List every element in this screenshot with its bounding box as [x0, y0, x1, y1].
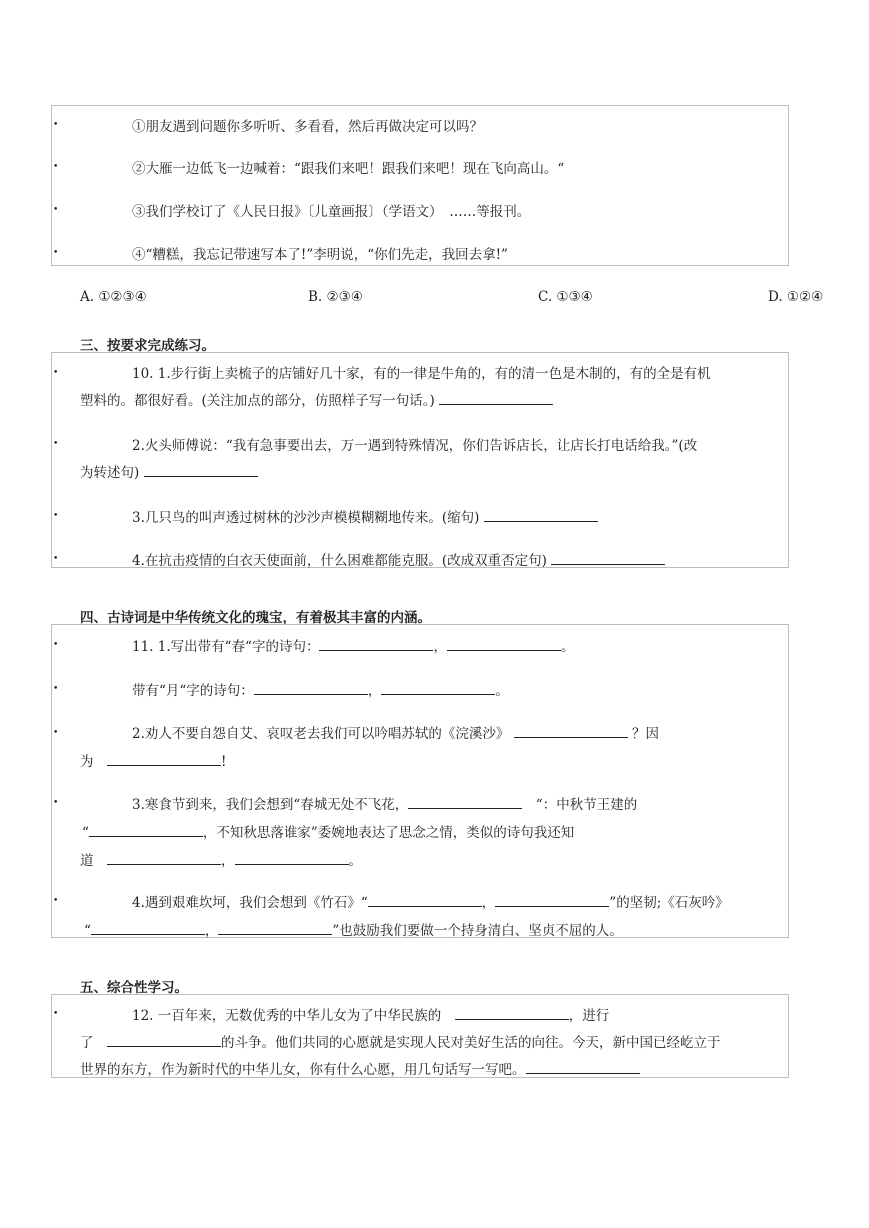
q11-1b-label: 带有“月“字的诗句：	[132, 683, 254, 699]
q11-4-blank-3[interactable]	[91, 920, 205, 935]
section5-heading: 五、综合性学习。	[80, 980, 188, 996]
bullet-icon: •	[53, 684, 59, 694]
q11-2-label-b: 为	[80, 754, 94, 770]
q11-3-blank-4[interactable]	[235, 850, 349, 865]
q11-3-label-c: 道	[80, 853, 94, 869]
comma: ，	[367, 683, 382, 699]
q11-4-label: 4.遇到艰难坎坷，我们会想到《竹石》“	[132, 895, 368, 911]
q12-blank-2[interactable]	[107, 1032, 221, 1047]
q11-3-blank-1[interactable]	[408, 794, 522, 809]
q11-4-line-2	[84, 919, 623, 939]
q11-1-blank-1[interactable]	[319, 636, 433, 651]
bullet-icon: •	[53, 248, 59, 258]
q12-label-c: 世界的东方，作为新时代的中华儿女，你有什么心愿，用几句话写一写吧。	[80, 1062, 526, 1078]
q12-line-3	[80, 1058, 640, 1078]
q11-1-label: 11. 1.写出带有“春“字的诗句：	[132, 639, 320, 655]
comma: ，	[221, 853, 235, 869]
q10-1-text-cont	[80, 389, 553, 409]
option-c[interactable]: C. ①③④	[538, 289, 593, 305]
q11-2-line-2	[80, 750, 226, 770]
comma: ，	[481, 895, 496, 911]
q12-label-end: ，进行	[568, 1008, 610, 1024]
option-d[interactable]: D. ①②④	[768, 289, 824, 305]
q9-item-1: ①朋友遇到问题你多听听、多看看，然后再做决定可以吗？	[132, 119, 483, 135]
q9-box	[51, 105, 789, 266]
q12-label-b: 的斗争。他们共同的心愿就是实现人民对美好生活的向往。今天，新中国已经屹立于	[221, 1035, 721, 1051]
q11-4-blank-2[interactable]	[495, 892, 609, 907]
bullet-icon: •	[53, 554, 59, 564]
section5-box	[51, 994, 789, 1078]
q10-3-text	[132, 506, 598, 526]
q11-3-label-b: ，不知秋思落谁家”委婉地表达了思念之情，类似的诗句我还知	[202, 825, 575, 841]
bullet-icon: •	[53, 511, 59, 521]
q9-item-3: ③我们学校订了《人民日报》〔儿童画报〕（学语文） ……等报刊。	[132, 204, 531, 220]
q11-4-blank-4[interactable]	[218, 920, 332, 935]
q12-blank-1[interactable]	[455, 1005, 569, 1020]
q11-3-line-2	[82, 821, 574, 841]
bullet-icon: •	[53, 1009, 59, 1019]
option-a[interactable]: A. ①②③④	[80, 289, 147, 305]
q11-4-quote: “	[84, 923, 91, 939]
q11-2-label-b-end: !	[221, 754, 227, 770]
comma: ，	[204, 923, 219, 939]
q11-1b-blank-1[interactable]	[254, 680, 368, 695]
q10-1-text-2: 塑料的。都很好看。(关注加点的部分，仿照样子写一句话。)	[80, 393, 435, 409]
q10-2-text-cont	[80, 461, 258, 481]
q11-3-blank-2[interactable]	[89, 822, 203, 837]
bullet-icon: •	[53, 368, 59, 378]
option-b[interactable]: B. ②③④	[308, 289, 363, 305]
q11-1b-blank-2[interactable]	[381, 680, 495, 695]
q11-2-label: 2.劝人不要自怨自艾、哀叹老去我们可以吟唱苏轼的《浣溪沙》	[132, 726, 510, 742]
q10-2-text-2: 为转述句)	[80, 465, 140, 481]
period: 。	[560, 639, 575, 655]
q11-4-line	[132, 891, 729, 911]
q10-4-label: 4.在抗击疫情的白衣天使面前，什么困难都能克服。(改成双重否定句)	[132, 553, 547, 569]
q12-line	[132, 1004, 609, 1024]
q10-3-answer-blank[interactable]	[484, 507, 598, 522]
bullet-icon: •	[53, 798, 59, 808]
q10-3-label: 3.几只鸟的叫声透过树林的沙沙声模模糊糊地传来。(缩句)	[132, 510, 480, 526]
q11-3-line	[132, 793, 637, 813]
q10-1-text: 10. 1.步行街上卖梳子的店铺好几十家，有的一律是牛角的，有的清一色是木制的，有的全是有机	[132, 366, 711, 382]
q11-2-line	[132, 722, 659, 742]
q11-4-label-end: ”的坚韧;《石灰吟》	[609, 895, 729, 911]
q10-4-answer-blank[interactable]	[551, 550, 665, 565]
q10-4-text	[132, 549, 665, 569]
section4-box	[51, 624, 789, 938]
q10-1-answer-blank[interactable]	[439, 390, 553, 405]
bullet-icon: •	[53, 205, 59, 215]
bullet-icon: •	[53, 640, 59, 650]
q11-3-line-3	[80, 849, 362, 869]
q11-2-label-end: ？因	[631, 726, 659, 742]
section4-heading: 四、古诗词是中华传统文化的瑰宝，有着极其丰富的内涵。	[80, 610, 431, 626]
period: 。	[495, 683, 509, 699]
q11-4-blank-1[interactable]	[368, 892, 482, 907]
section3-heading: 三、按要求完成练习。	[80, 338, 215, 354]
q12-blank-3[interactable]	[526, 1059, 640, 1074]
bullet-icon: •	[53, 896, 59, 906]
q9-item-4: ④“糟糕，我忘记带速写本了!”李明说，“你们先走，我回去拿!”	[132, 247, 508, 263]
q10-2-text: 2.火头师傅说：“我有急事要出去，万一遇到特殊情况，你们告诉店长，让店长打电话给我。”(改	[132, 438, 698, 454]
period: 。	[348, 853, 362, 869]
q11-3-label: 3.寒食节到来，我们会想到“春城无处不飞花，	[132, 797, 409, 813]
comma: ，	[433, 639, 447, 655]
bullet-icon: •	[53, 120, 59, 130]
q11-4-label-b: ”也鼓励我们要做一个持身清白、坚贞不屈的人。	[332, 923, 623, 939]
q12-label-b-start: 了	[80, 1035, 94, 1051]
q12-line-2	[80, 1031, 721, 1051]
bullet-icon: •	[53, 439, 59, 449]
section3-box	[51, 352, 789, 568]
q11-3-quote: “	[82, 825, 89, 841]
q11-2-blank-2[interactable]	[107, 751, 221, 766]
q11-1b-line	[132, 679, 509, 699]
q11-1-blank-2[interactable]	[447, 636, 561, 651]
q10-2-answer-blank[interactable]	[144, 462, 258, 477]
q9-item-2: ②大雁一边低飞一边喊着：“跟我们来吧！跟我们来吧！现在飞向高山。“	[132, 161, 565, 177]
q11-3-blank-3[interactable]	[107, 850, 221, 865]
q11-1-line	[132, 635, 574, 655]
q11-2-blank-1[interactable]	[514, 723, 628, 738]
q12-label: 12. 一百年来，无数优秀的中华儿女为了中华民族的	[132, 1008, 442, 1024]
bullet-icon: •	[53, 728, 59, 738]
bullet-icon: •	[53, 162, 59, 172]
q11-3-label-end: “：中秋节王建的	[535, 797, 638, 813]
